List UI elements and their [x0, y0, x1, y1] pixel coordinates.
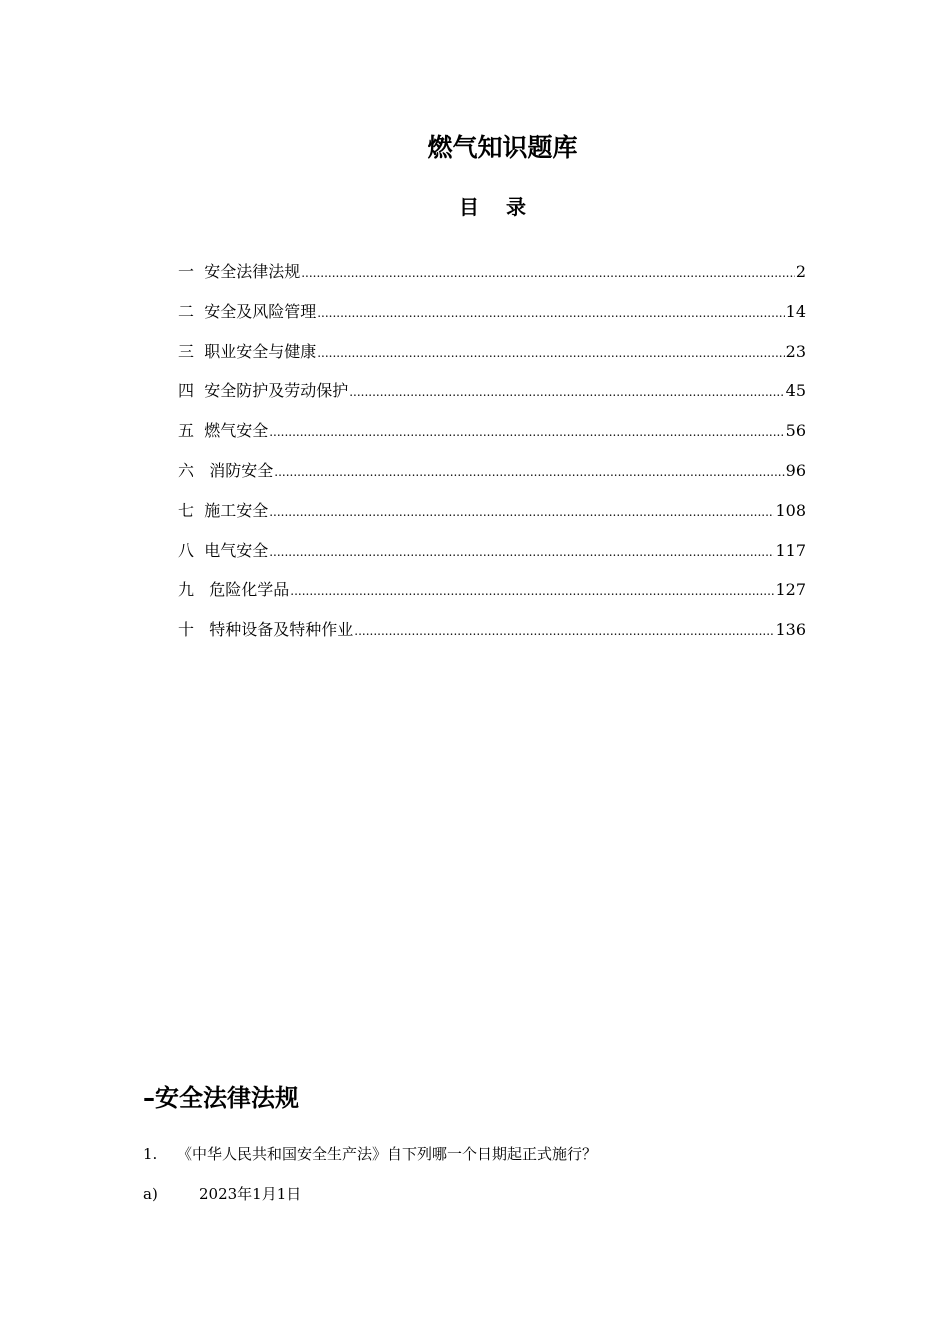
toc-leader-dots [349, 378, 784, 406]
toc-leader-dots [317, 339, 784, 367]
toc-entry-label: 安全法律法规 [204, 262, 301, 281]
question [143, 1140, 597, 1168]
toc-entry-number: 六 [178, 460, 195, 480]
toc-entry[interactable] [178, 377, 806, 417]
toc-entry-page: 136 [775, 620, 806, 640]
toc-entry-label: 安全及风险管理 [204, 301, 317, 321]
toc-entry-number: 四 [178, 381, 195, 401]
toc-entry-page: 56 [785, 421, 806, 441]
toc-entry-page: 96 [785, 460, 806, 480]
toc-entry-number: 十 [178, 620, 195, 640]
toc-entry-number: 九 [178, 580, 195, 600]
toc-entry-number: 二 [178, 301, 195, 321]
toc-entry-label: 消防安全 [204, 460, 274, 480]
toc-entry-label: 特种设备及特种作业 [204, 620, 354, 640]
toc-entry-page: 2 [795, 262, 806, 281]
toc-entry-page: 23 [785, 341, 806, 361]
toc-entry-label: 电气安全 [204, 540, 269, 560]
toc-entry-number: 三 [178, 341, 195, 361]
toc-entry[interactable] [178, 417, 806, 457]
question-text: 《中华人民共和国安全生产法》自下列哪一个日期起正式施行？ [177, 1145, 598, 1163]
toc-entry[interactable] [178, 616, 806, 656]
toc-entry[interactable] [178, 497, 806, 537]
toc-entry-number: 五 [178, 421, 195, 441]
toc-heading: 目 录 [459, 195, 536, 219]
toc-entry-label: 施工安全 [204, 500, 269, 520]
toc-leader-dots [301, 259, 795, 287]
table-of-contents [178, 258, 806, 656]
toc-leader-dots [269, 418, 784, 446]
toc-entry-label: 安全防护及劳动保护 [204, 381, 349, 401]
toc-entry-page: 108 [775, 500, 806, 520]
toc-entry[interactable] [178, 576, 806, 616]
toc-leader-dots [317, 299, 784, 327]
toc-leader-dots [269, 538, 774, 566]
toc-entry-label: 职业安全与健康 [204, 341, 317, 361]
toc-entry[interactable] [178, 338, 806, 378]
section-heading: –安全法律法规 [143, 1084, 299, 1112]
toc-leader-dots [274, 458, 784, 486]
toc-entry-page: 45 [785, 381, 806, 401]
answer-option [143, 1180, 301, 1208]
question-number: 1. [143, 1145, 158, 1163]
toc-entry-label: 燃气安全 [204, 421, 269, 441]
toc-entry[interactable] [178, 537, 806, 577]
toc-entry-number: 一 [178, 262, 195, 281]
toc-entry-page: 127 [775, 580, 806, 600]
toc-entry-page: 117 [775, 540, 806, 560]
document-title: 燃气知识题库 [427, 133, 578, 162]
toc-entry-label: 危险化学品 [204, 580, 290, 600]
answer-text: 2023年1月1日 [199, 1185, 302, 1203]
toc-entry-number: 七 [178, 500, 195, 520]
toc-leader-dots [290, 577, 774, 605]
toc-leader-dots [354, 617, 774, 645]
toc-leader-dots [269, 498, 774, 526]
toc-entry[interactable] [178, 298, 806, 338]
toc-entry[interactable] [178, 258, 806, 298]
toc-entry-number: 八 [178, 540, 195, 560]
answer-letter: a) [143, 1185, 158, 1203]
toc-entry[interactable] [178, 457, 806, 497]
toc-entry-page: 14 [785, 301, 806, 321]
